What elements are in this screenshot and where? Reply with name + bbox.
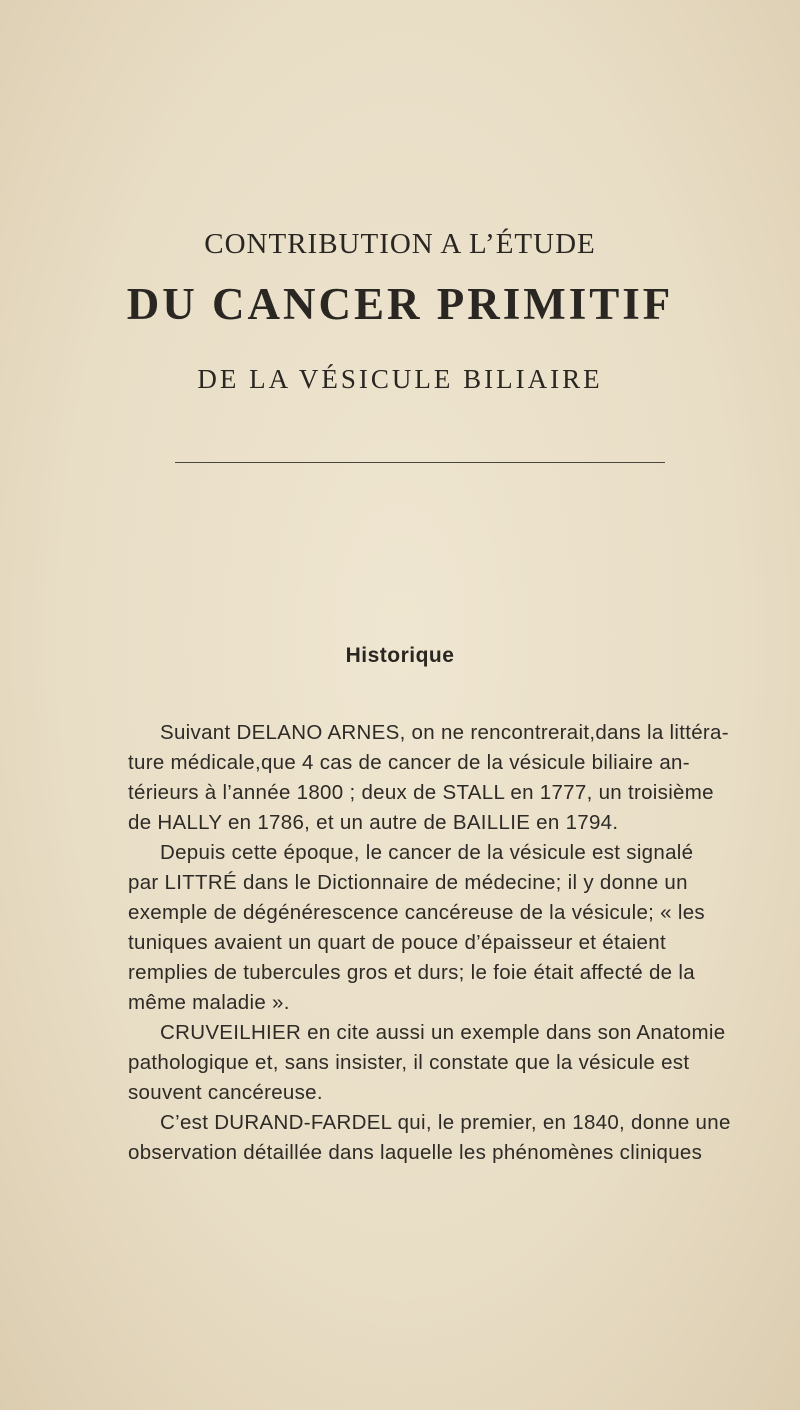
- text-line: térieurs à l’année 1800 ; deux de STALL en 1777, un troisième: [128, 781, 714, 804]
- text-line: par LITTRÉ dans le Dictionnaire de médecine; il y donne un: [128, 871, 688, 894]
- text-line: C’est DURAND-FARDEL qui, le premier, en 1840, donne une: [160, 1111, 731, 1134]
- section-heading: Historique: [345, 644, 455, 667]
- text-line: CRUVEILHIER en cite aussi un exemple dans son Anatomie: [160, 1021, 726, 1044]
- text-line: de HALLY en 1786, et un autre de BAILLIE en 1794.: [128, 811, 619, 834]
- text-line: remplies de tubercules gros et durs; le foie était affecté de la: [128, 961, 695, 984]
- text-line: souvent cancéreuse.: [128, 1081, 323, 1104]
- text-line: pathologique et, sans insister, il constate que la vésicule est: [128, 1051, 690, 1074]
- text-line: même maladie ».: [128, 991, 290, 1014]
- title-line-1: CONTRIBUTION A L’ÉTUDE: [204, 228, 596, 260]
- text-line: tuniques avaient un quart de pouce d’épaisseur et étaient: [128, 931, 666, 954]
- text-line: observation détaillée dans laquelle les phénomènes cliniques: [128, 1141, 703, 1164]
- title-line-2: DU CANCER PRIMITIF: [126, 279, 674, 329]
- text-line: exemple de dégénérescence cancéreuse de la vésicule; « les: [128, 901, 705, 924]
- text-line: ture médicale,que 4 cas de cancer de la vésicule biliaire an-: [128, 751, 690, 774]
- title-line-3: DE LA VÉSICULE BILIAIRE: [197, 364, 603, 394]
- text-line: Suivant DELANO ARNES, on ne rencontrerait,dans la littéra-: [160, 721, 729, 744]
- text-line: Depuis cette époque, le cancer de la vésicule est signalé: [160, 841, 694, 864]
- body-text: [128, 718, 731, 1168]
- separator-rule: [175, 462, 665, 463]
